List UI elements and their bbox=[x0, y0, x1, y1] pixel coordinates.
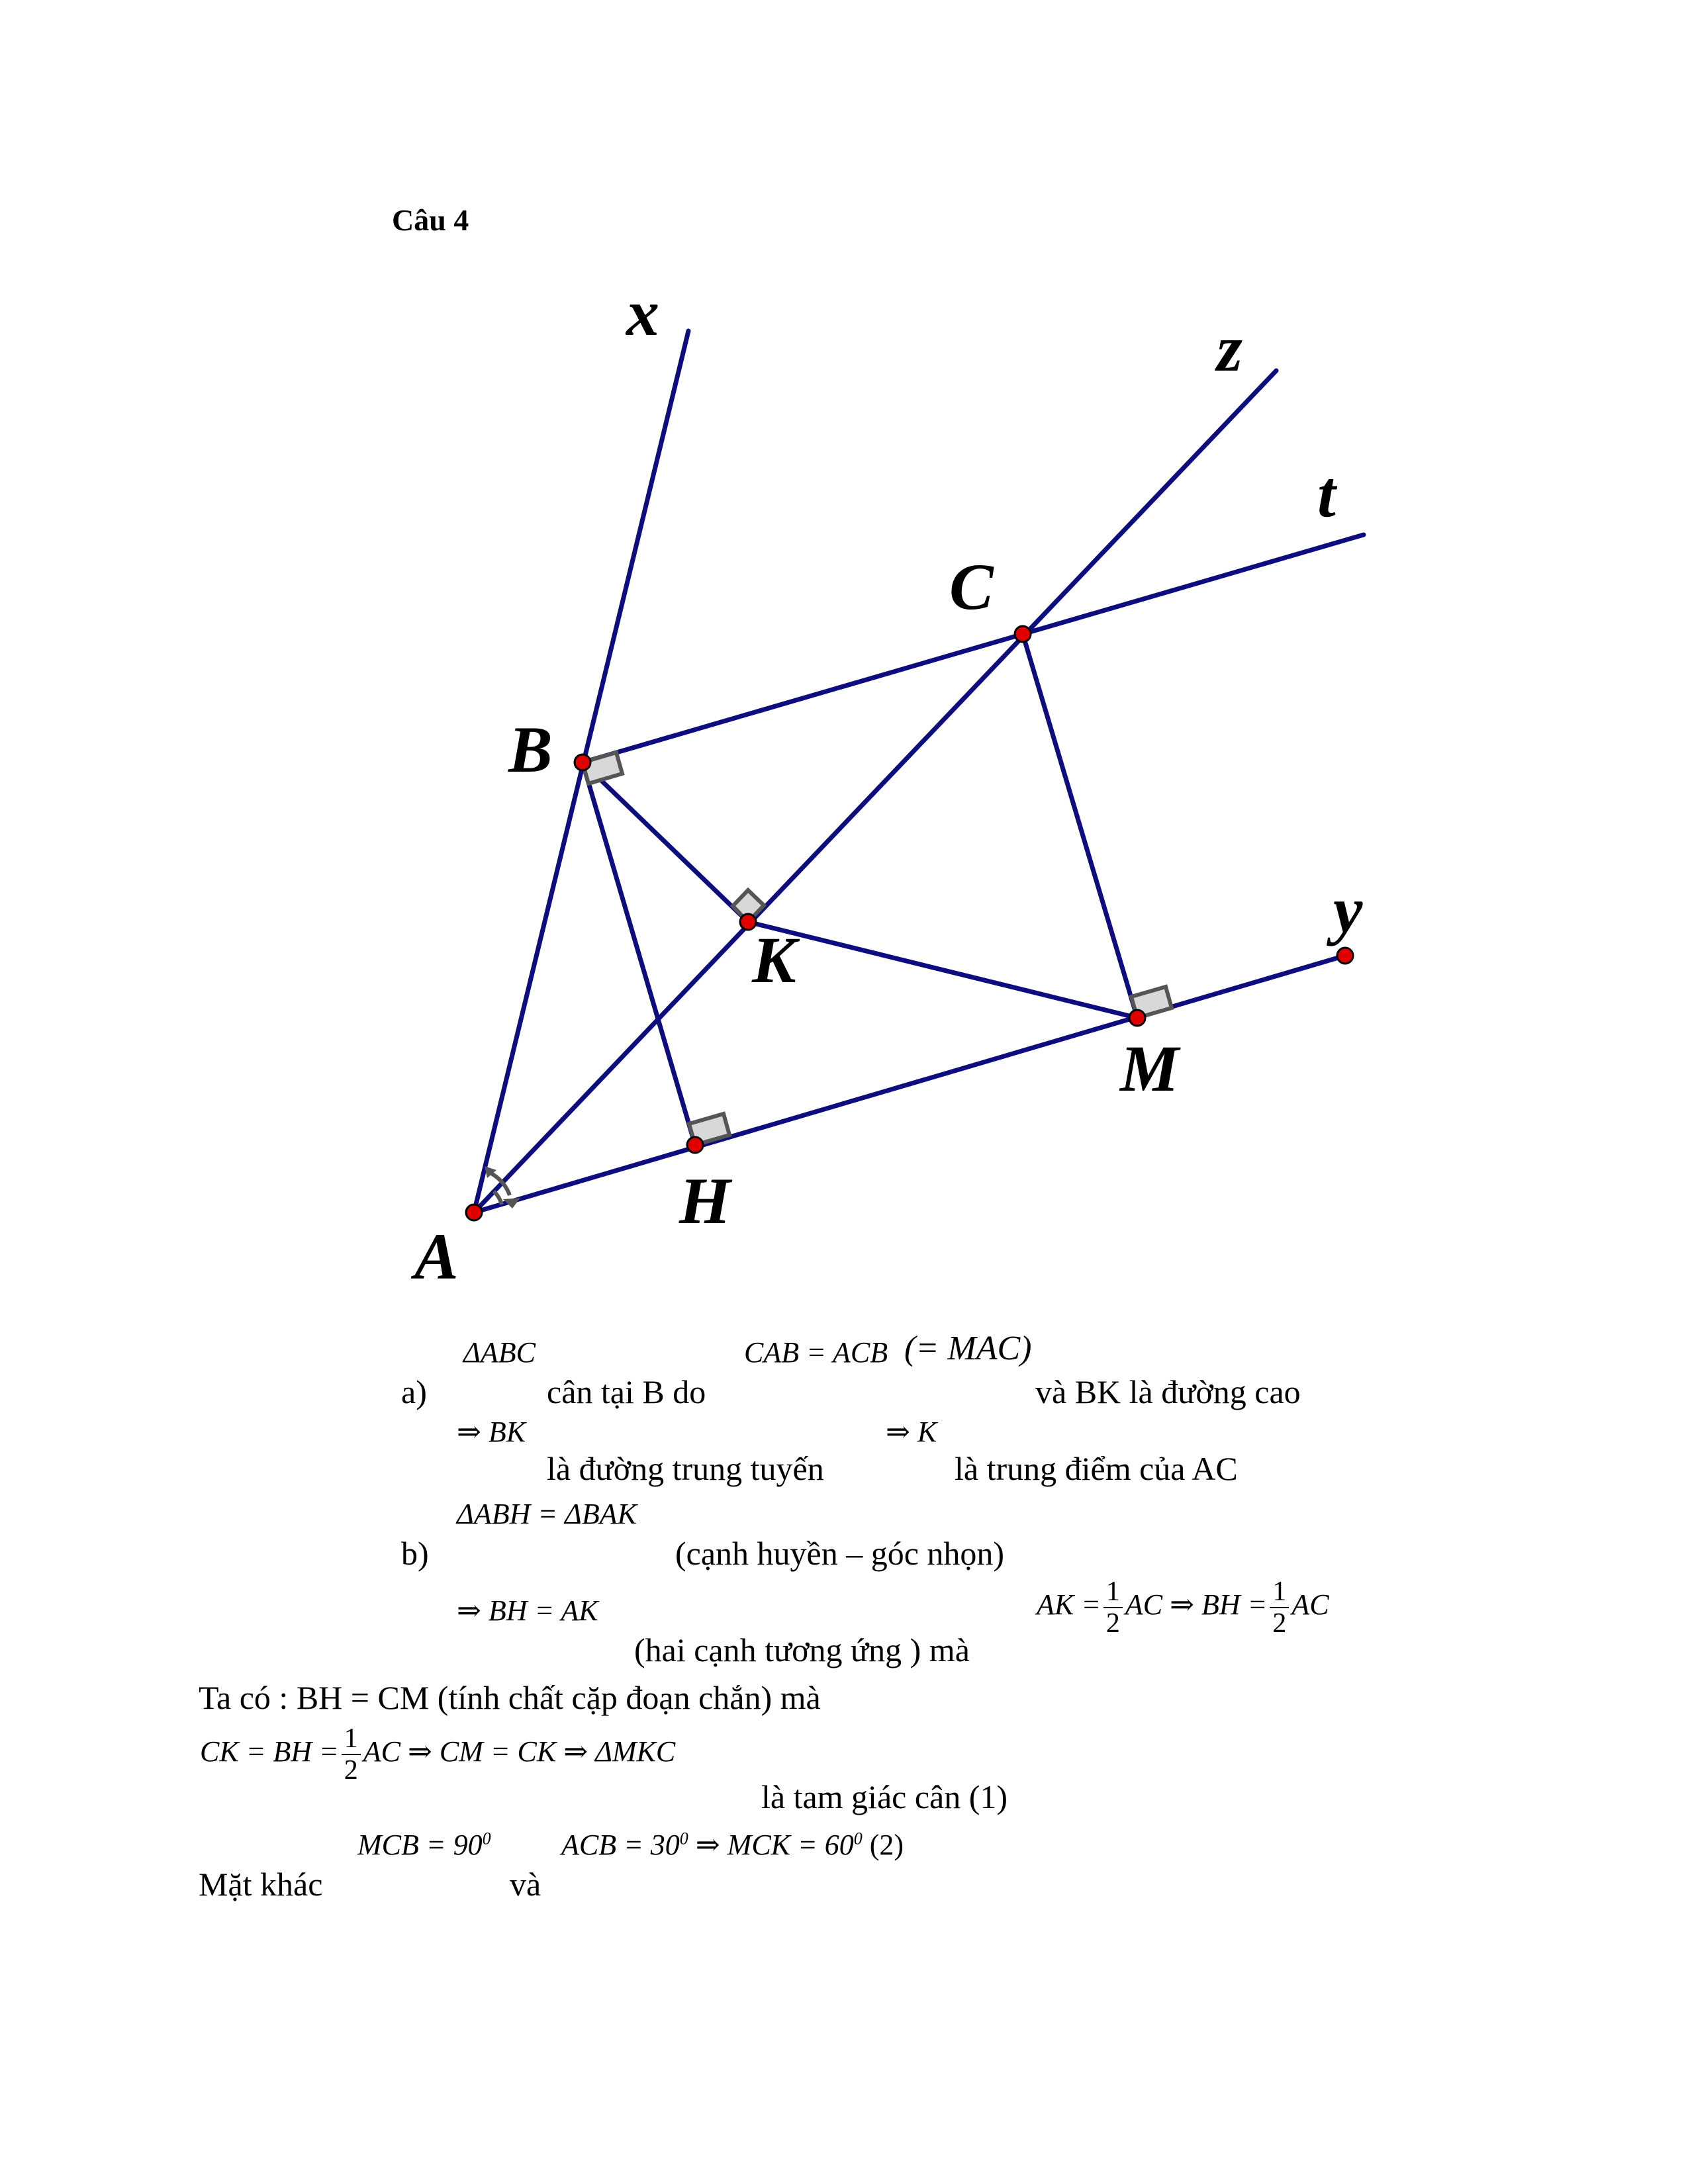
label-B: B bbox=[508, 713, 553, 786]
part-a-label: a) bbox=[401, 1373, 427, 1410]
part-b-text-2: (hai cạnh tương ứng ) mà bbox=[634, 1631, 970, 1668]
fraction-half: $\frac{1}{2}$ bbox=[1103, 1578, 1123, 1637]
label-t: t bbox=[1317, 457, 1336, 531]
segment-KM bbox=[748, 922, 1137, 1018]
label-K: K bbox=[752, 923, 796, 997]
ray-Ay bbox=[474, 956, 1345, 1212]
label-C: C bbox=[949, 550, 994, 623]
part-a-text-2: và BK là đường cao bbox=[1035, 1373, 1301, 1410]
label-z: z bbox=[1217, 312, 1243, 385]
part-b-text-1: (cạnh huyền – góc nhọn) bbox=[675, 1535, 1005, 1572]
right-angle-marks bbox=[583, 752, 1172, 1145]
mat-khac-va: và bbox=[510, 1866, 541, 1903]
question-title: Câu 4 bbox=[392, 203, 469, 237]
point-y bbox=[1337, 948, 1353, 964]
part-b-math-2: ⇒ BH = AK bbox=[457, 1594, 598, 1627]
part-b-math-1: ΔABH = ΔBAK bbox=[457, 1498, 637, 1530]
point-C bbox=[1015, 626, 1031, 642]
part-b-math-3 bbox=[1037, 1578, 1329, 1637]
part-b-label: b) bbox=[401, 1535, 429, 1572]
point-H bbox=[687, 1137, 703, 1153]
part-a-math-4: ⇒ K bbox=[886, 1416, 937, 1448]
part-a-text-4: là trung điểm của AC bbox=[955, 1450, 1238, 1487]
label-A: A bbox=[414, 1220, 459, 1293]
label-H: H bbox=[679, 1164, 731, 1238]
point-B bbox=[575, 754, 590, 770]
part-a-math-2b: (= MAC) bbox=[904, 1330, 1032, 1367]
ta-co-conclusion: là tam giác cân (1) bbox=[761, 1778, 1008, 1815]
point-A bbox=[466, 1205, 482, 1220]
label-M: M bbox=[1120, 1032, 1179, 1105]
ta-co-math bbox=[200, 1725, 675, 1784]
mat-khac-math-1: MCB = $90^0$ bbox=[357, 1829, 491, 1861]
part-a-math-1: ΔABC bbox=[463, 1336, 536, 1369]
label-x: x bbox=[626, 276, 659, 349]
part-a-math-3: ⇒ BK bbox=[457, 1416, 526, 1448]
angle-mark-A bbox=[494, 1191, 502, 1205]
part-a-math-2: CAB = ACB bbox=[744, 1336, 888, 1369]
mat-khac-text: Mặt khác bbox=[199, 1866, 323, 1903]
ray-Ax bbox=[474, 331, 688, 1212]
figure-points bbox=[466, 626, 1353, 1220]
part-a-text-3: là đường trung tuyến bbox=[547, 1450, 824, 1487]
ta-co-chain: AC ⇒ CM = CK ⇒ ΔMKC bbox=[363, 1735, 676, 1768]
part-a-text-1: cân tại B do bbox=[547, 1373, 706, 1410]
point-M bbox=[1129, 1010, 1145, 1026]
segment-CM bbox=[1023, 634, 1137, 1018]
part-b-ak: AK = bbox=[1037, 1588, 1101, 1621]
ta-co-text: Ta có : BH = CM (tính chất cặp đoạn chắn) mà bbox=[199, 1679, 821, 1716]
ta-co-ck-bh: CK = BH = bbox=[200, 1735, 339, 1768]
part-b-ac-bh: AC ⇒ BH = bbox=[1125, 1588, 1268, 1621]
label-y: y bbox=[1333, 873, 1363, 946]
part-b-ac: AC bbox=[1291, 1588, 1329, 1621]
fraction-half-3: $\frac{1}{2}$ bbox=[342, 1725, 361, 1784]
mat-khac-math-2: ACB = $30^0$ ⇒ MCK = $60^0$ (2) bbox=[561, 1829, 904, 1861]
fraction-half-2: $\frac{1}{2}$ bbox=[1270, 1578, 1289, 1637]
